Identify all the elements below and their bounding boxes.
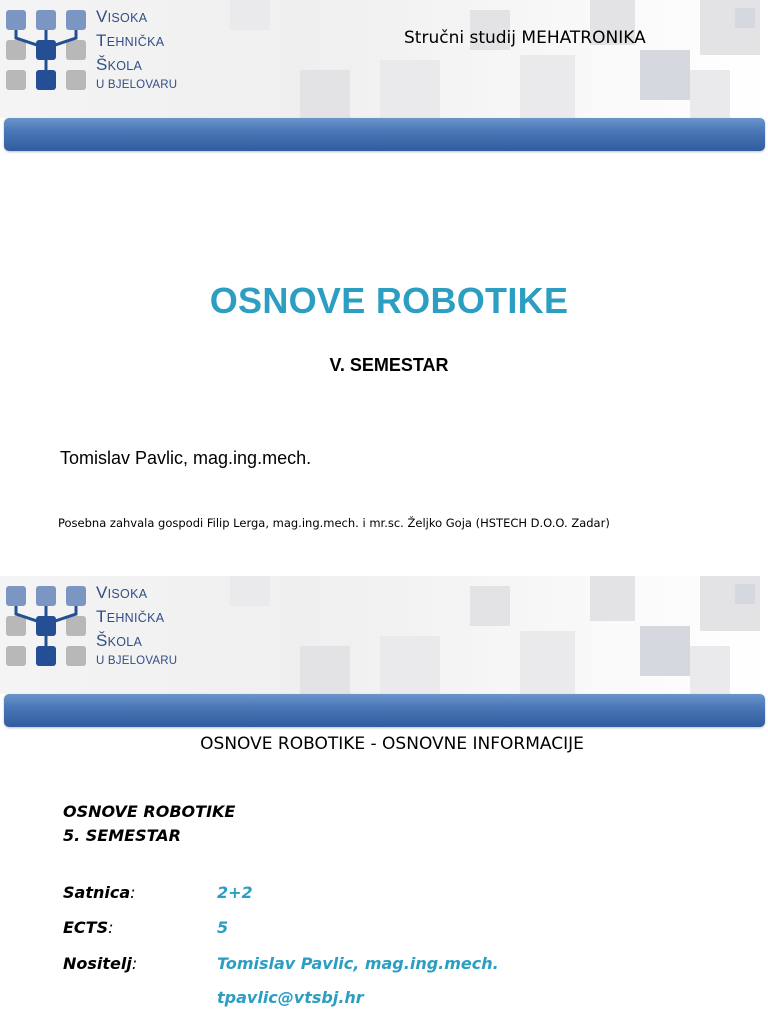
slide-separator	[0, 560, 768, 576]
study-program-caption: Stručni studij MEHATRONIKA	[404, 28, 646, 48]
header-blue-bar	[4, 694, 765, 727]
info-slide	[0, 576, 768, 1024]
school-logo-icon	[4, 8, 90, 94]
info-value-lecturer: Tomislav Pavlic, mag.ing.mech.	[217, 954, 499, 973]
slide-title: OSNOVE ROBOTIKE	[209, 280, 569, 321]
author-name: Tomislav Pavlic, mag.ing.mech.	[60, 448, 312, 468]
school-logo-text: VISOKA TEHNIČKA ŠKOLA U BJELOVARU	[96, 7, 178, 91]
slide-title: OSNOVE ROBOTIKE - OSNOVNE INFORMACIJE	[200, 734, 584, 754]
lecturer-email-link[interactable]: tpavlic@vtsbj.hr	[217, 988, 364, 1007]
course-semester: 5. SEMESTAR	[63, 826, 181, 845]
school-logo-icon	[4, 584, 90, 670]
info-label-lecturer: Nositelj:	[63, 954, 138, 973]
slide-subtitle: V. SEMESTAR	[329, 355, 449, 375]
school-logo-text: VISOKA TEHNIČKA ŠKOLA U BJELOVARU	[96, 583, 178, 667]
info-label-hours: Satnica:	[63, 883, 136, 902]
course-name: OSNOVE ROBOTIKE	[63, 802, 236, 821]
info-value-hours: 2+2	[217, 883, 253, 902]
info-value-ects: 5	[217, 918, 229, 937]
info-label-ects: ECTS:	[63, 918, 114, 937]
header-blue-bar	[4, 118, 765, 151]
acknowledgement-text: Posebna zahvala gospodi Filip Lerga, mag.ing.mech. i mr.sc. Željko Goja (HSTECH D.O.O. Zadar)	[58, 516, 610, 530]
